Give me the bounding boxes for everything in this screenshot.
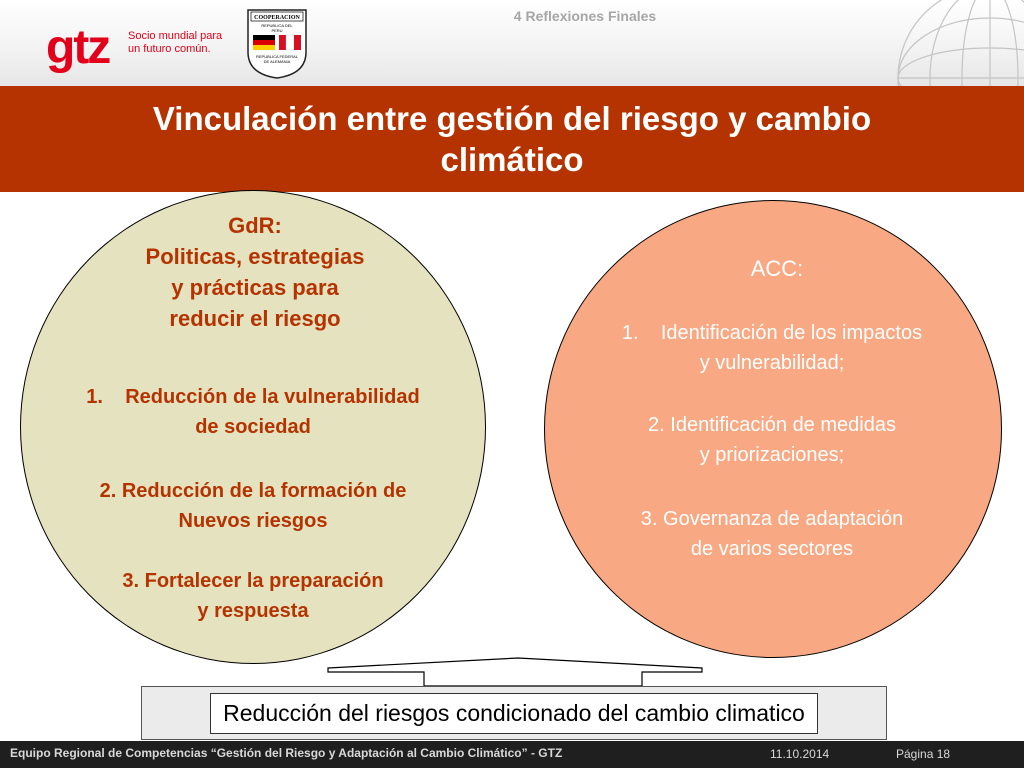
gdr-item-1-line2: de sociedad bbox=[195, 416, 311, 438]
gtz-logo: gtz bbox=[46, 21, 110, 74]
conclusion-text: Reducción del riesgos condicionado del cambio climatico bbox=[210, 693, 818, 734]
badge-line5: DE ALEMANIA bbox=[263, 59, 291, 64]
gdr-item-1 bbox=[20, 382, 486, 442]
acc-item-2 bbox=[554, 410, 990, 470]
tagline-line1: Socio mundial para bbox=[128, 30, 223, 42]
footer-bar bbox=[0, 741, 1024, 768]
badge-line4: REPUBLICA FEDERAL bbox=[255, 54, 299, 59]
badge-line3: PERU bbox=[271, 28, 283, 33]
gdr-item-3-line2: y respuesta bbox=[197, 600, 309, 622]
gdr-item-2-line1: 2. Reducción de la formación de bbox=[99, 480, 407, 502]
gdr-item-1-line1: 1. Reducción de la vulnerabilidad bbox=[86, 386, 420, 408]
title-band bbox=[0, 86, 1024, 192]
gdr-heading-line4: reducir el riesgo bbox=[169, 306, 341, 331]
acc-item-2-line2: y priorizaciones; bbox=[699, 444, 845, 466]
title-line2: climático bbox=[440, 141, 584, 178]
acc-heading: ACC: bbox=[750, 256, 804, 281]
footer-date: 11.10.2014 bbox=[770, 747, 830, 761]
gdr-item-3-line1: 3. Fortalecer la preparación bbox=[122, 570, 384, 592]
header-bar bbox=[0, 0, 1024, 86]
gtz-tagline bbox=[128, 30, 222, 56]
acc-item-3-line2: de varios sectores bbox=[690, 538, 854, 560]
gdr-item-3 bbox=[20, 566, 486, 626]
footer-page-number: Página 18 bbox=[896, 747, 951, 761]
conclusion-box bbox=[141, 686, 887, 740]
badge-line1: COOPERACION bbox=[254, 15, 300, 21]
acc-item-3 bbox=[554, 504, 990, 564]
section-label: 4 Reflexiones Finales bbox=[513, 8, 657, 24]
acc-item-3-line1: 3. Governanza de adaptación bbox=[640, 508, 904, 530]
badge-line2: REPUBLICA DEL bbox=[261, 23, 293, 28]
gdr-heading-line3: y prácticas para bbox=[171, 275, 339, 300]
cooperation-badge-icon bbox=[246, 8, 308, 80]
gdr-item-2 bbox=[20, 476, 486, 536]
merge-arrow-icon bbox=[320, 656, 710, 688]
acc-item-1-line2: y vulnerabilidad; bbox=[699, 352, 845, 374]
acc-item-2-line1: 2. Identificación de medidas bbox=[648, 414, 896, 436]
gdr-item-2-line2: Nuevos riesgos bbox=[178, 510, 328, 532]
title-line1: Vinculación entre gestión del riesgo y cambio bbox=[152, 100, 872, 137]
gdr-heading-line2: Politicas, estrategias bbox=[145, 244, 365, 269]
footer-caption: Equipo Regional de Competencias “Gestión del Riesgo y Adaptación al Cambio Climático” - GTZ bbox=[10, 746, 563, 760]
acc-item-1 bbox=[554, 318, 990, 378]
globe-icon bbox=[880, 0, 1024, 86]
gdr-heading bbox=[60, 210, 450, 334]
acc-item-1-line1: 1. Identificación de los impactos bbox=[621, 322, 923, 344]
tagline-line2: un futuro común. bbox=[128, 43, 211, 55]
slide-title bbox=[62, 98, 962, 180]
gdr-heading-line1: GdR: bbox=[228, 213, 282, 238]
